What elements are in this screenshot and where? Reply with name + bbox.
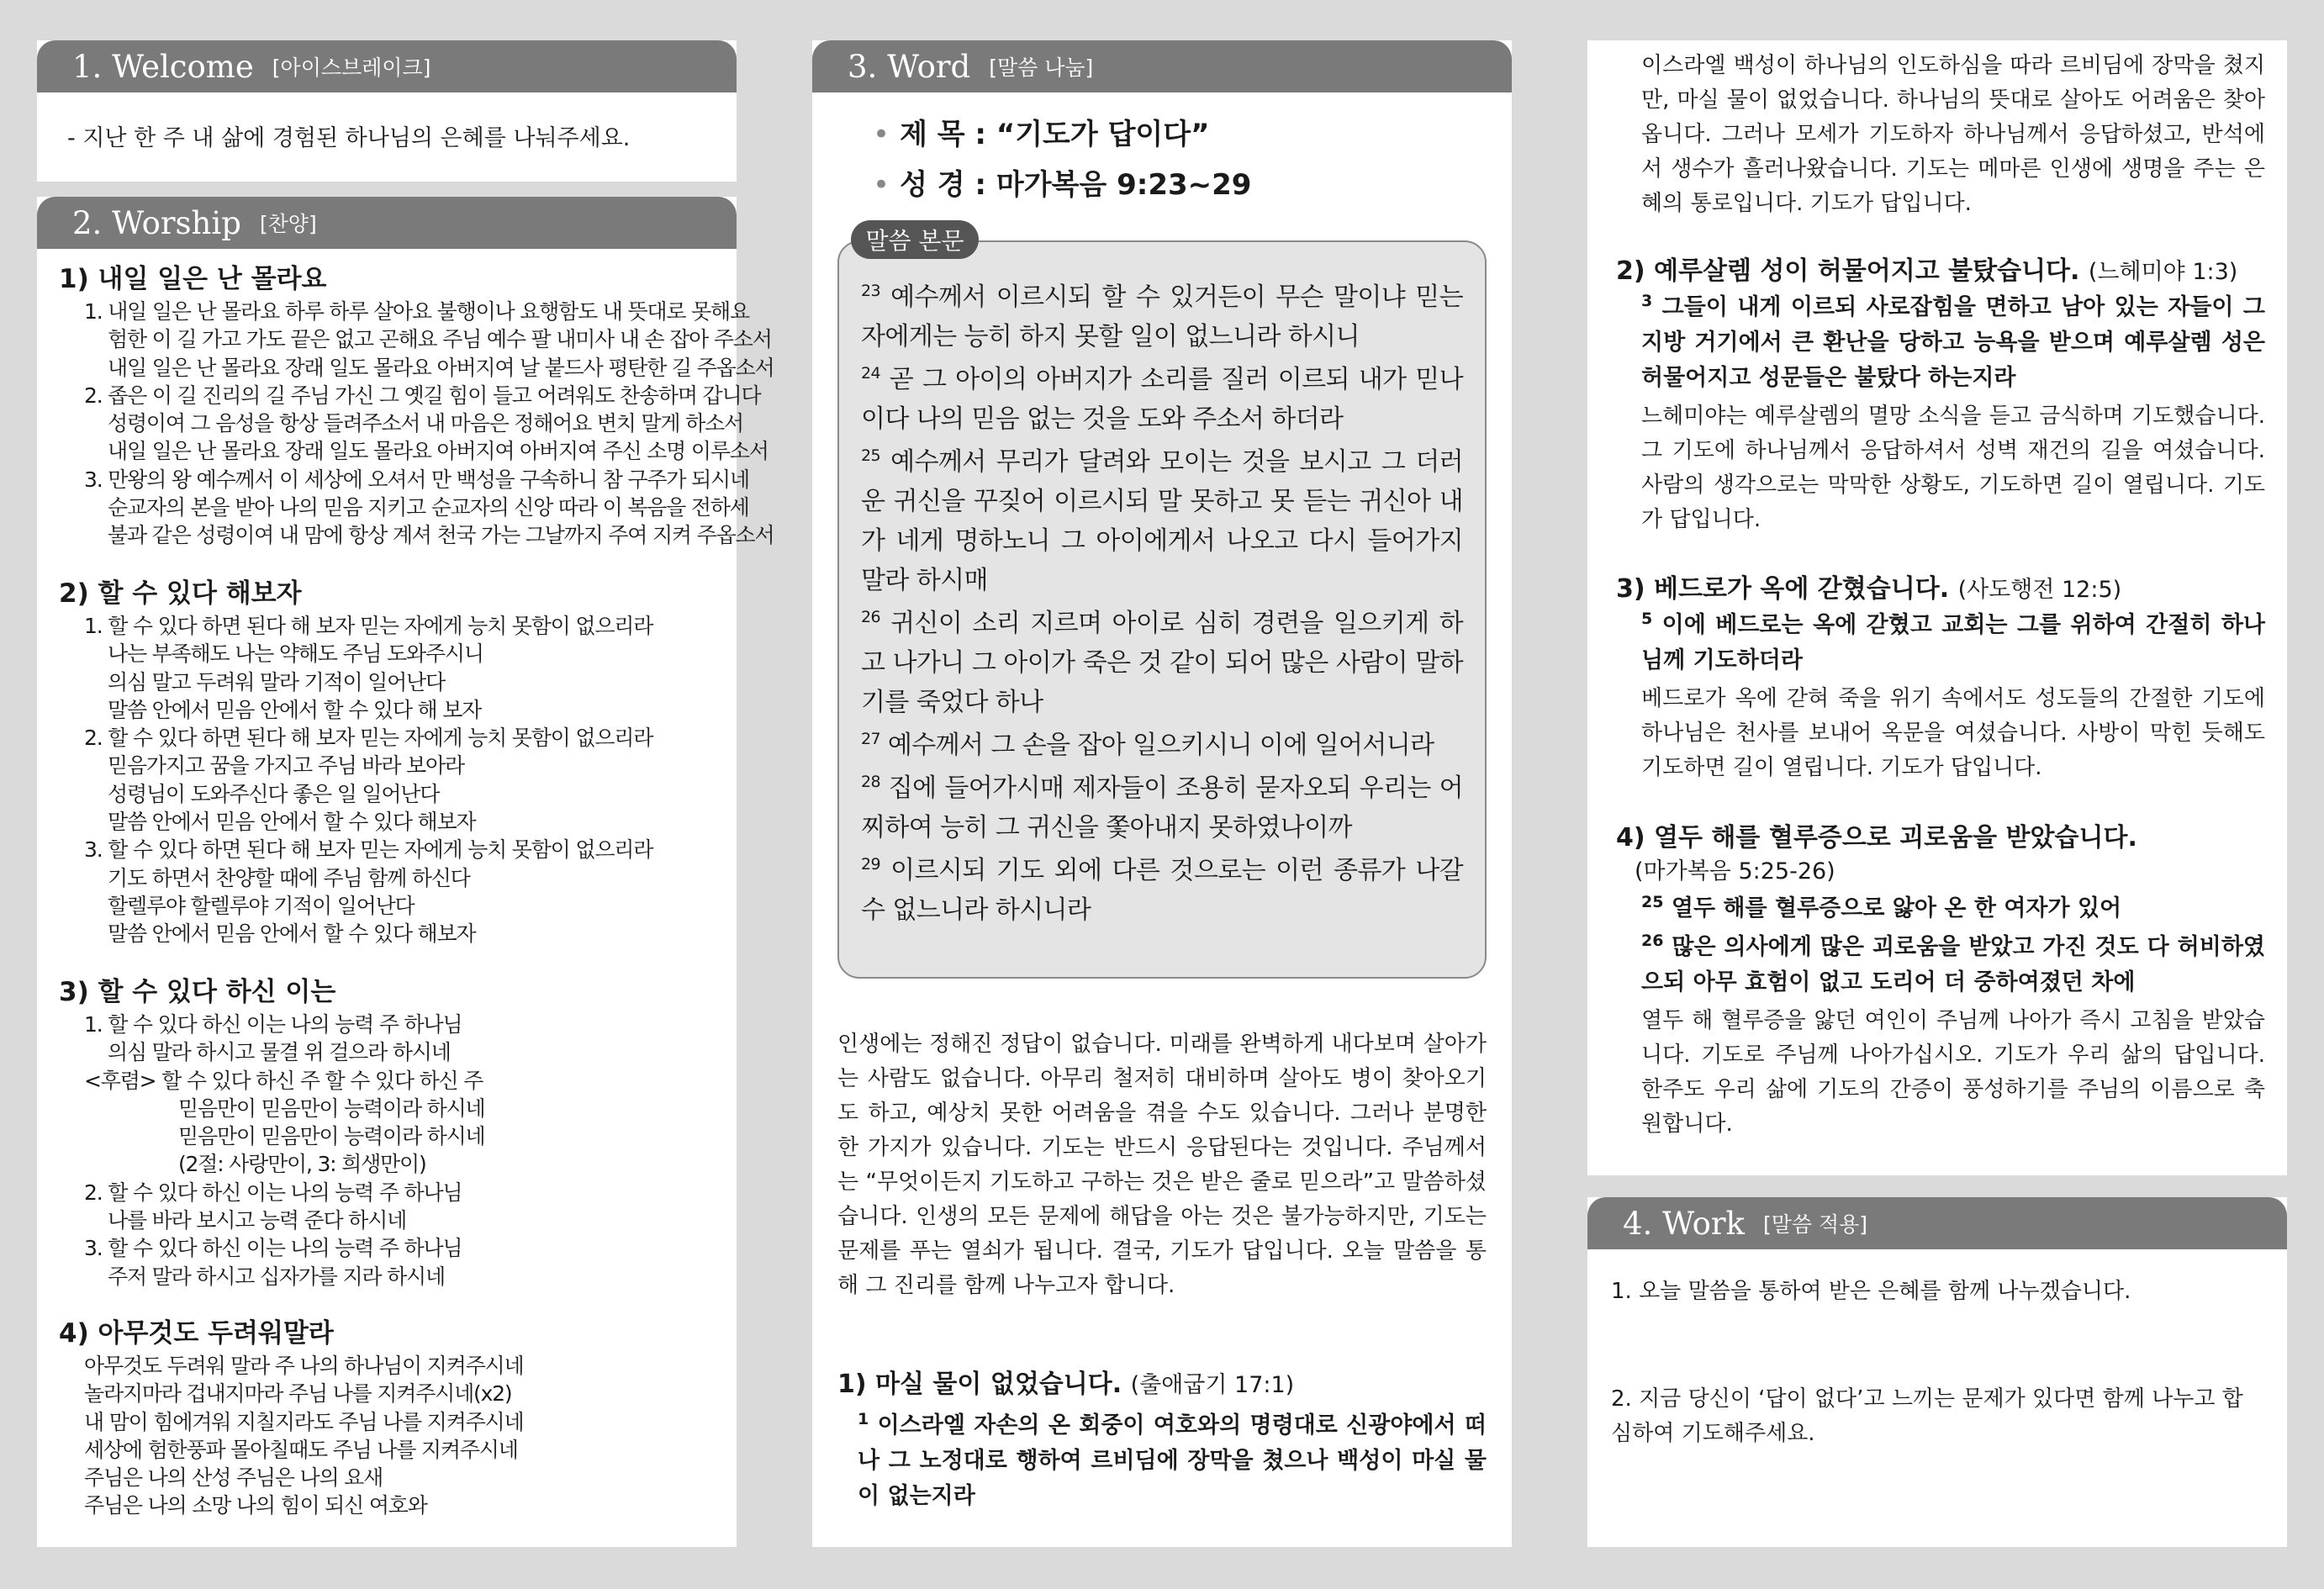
point-body: 베드로가 옥에 갇혀 죽을 위기 속에서도 성도들의 간절한 기도에 하나님은 천사를 보내어 옥문을 여셨습니다. 사방이 막힌 듯해도 기도하면 길이 열립니다. 기도가 답입니다.	[1641, 686, 2265, 780]
lyric-line: 불과 같은 성령이여 내 맘에 항상 계셔 천국 가는 그날까지 주여 지켜 주옵소서	[108, 523, 774, 548]
lyric-line: 2. 할 수 있다 하면 된다 해 보자 믿는 자에게 능치 못함이 없으리라	[84, 726, 653, 751]
welcome-header	[37, 40, 737, 92]
work-item-1: 1. 오늘 말씀을 통하여 받은 은혜를 함께 나누겠습니다.	[1611, 1279, 2131, 1304]
bullet-icon: •	[873, 168, 890, 202]
verse-text: 이스라엘 자손의 온 회중이 여호와의 명령대로 신광야에서 떠나 그 노정대로 행하여 르비딤에 장막을 쳤으나 백성이 마실 물이 없는지라	[858, 1412, 1487, 1509]
point-reference: (출애굽기 17:1)	[1130, 1372, 1295, 1398]
point-reference: (느헤미야 1:3)	[2088, 259, 2238, 285]
verse-number: 24	[861, 364, 880, 383]
verse-number: 1	[858, 1410, 869, 1428]
lyric-line: 2. 좁은 이 길 진리의 길 주님 가신 그 옛길 힘이 들고 어려워도 찬송하며 갑니다	[84, 383, 761, 408]
point-verse	[1616, 290, 2265, 396]
lyric-line: 주저 말라 하시고 십자가를 지라 하시네	[108, 1264, 445, 1289]
lyric-line: 기도 하면서 찬양할 때에 주님 함께 하신다	[108, 865, 470, 890]
lyric-line: 믿음만이 믿음만이 능력이라 하시네	[178, 1124, 485, 1149]
verse-text: 이르시되 기도 외에 다른 것으로는 이런 종류가 나갈 수 없느니라 하시니라	[861, 856, 1463, 925]
verse-number: 5	[1641, 610, 1653, 628]
point-1	[837, 1367, 1487, 1514]
point-heading	[837, 1367, 1487, 1403]
lyric-line: 할렐루야 할렐루야 기적이 일어난다	[108, 893, 415, 918]
lyric-line: <후렴> 할 수 있다 하신 주 할 수 있다 하신 주	[84, 1068, 483, 1093]
point-reference: (마가복음 5:25-26)	[1635, 858, 1835, 884]
worship-subtitle: [찬양]	[259, 212, 317, 236]
word-subtitle: [말씀 나눔]	[989, 55, 1094, 80]
song-title: 1) 내일 일은 난 몰라요	[59, 264, 327, 294]
welcome-text: - 지난 한 주 내 삶에 경험된 하나님의 은혜를 나눠주세요.	[67, 125, 631, 151]
verse-number: 25	[861, 446, 880, 465]
point-3	[1616, 572, 2265, 785]
lyric-line: 놀라지마라 겁내지마라 주님 나를 지켜주시네(x2)	[84, 1381, 512, 1407]
verse-24	[861, 360, 1463, 439]
lyric-line: 나는 부족해도 나는 약해도 주님 도와주시니	[108, 641, 483, 667]
lyric-line: 3. 할 수 있다 하신 이는 나의 능력 주 하나님	[84, 1236, 462, 1261]
sermon-info	[873, 109, 1251, 210]
point-2	[1616, 254, 2265, 537]
bullet-icon: •	[873, 118, 890, 151]
song-2	[59, 575, 732, 948]
lyric-line: 말씀 안에서 믿음 안에서 할 수 있다 해보자	[108, 921, 476, 947]
work-item-2: 2. 지금 당신이 ‘답이 없다’고 느끼는 문제가 있다면 함께 나누고 합심하여 기도해주세요.	[1611, 1386, 2243, 1446]
verse-25	[861, 442, 1463, 600]
lyric-line: 내일 일은 난 몰라요 장래 일도 몰라요 아버지여 날 붙드사 평탄한 길 주옵소서	[108, 355, 774, 380]
worship-title: 2. Worship	[72, 204, 241, 241]
point-heading	[1616, 572, 2265, 608]
word-header	[812, 40, 1512, 92]
lyric-line: 순교자의 본을 받아 나의 믿음 지키고 순교자의 신앙 따라 이 복음을 전하세	[108, 495, 749, 520]
lyric-line: 3. 만왕의 왕 예수께서 이 세상에 오셔서 만 백성을 구속하니 참 구주가 되시네	[84, 467, 749, 492]
lyric-line: 의심 말라 하시고 물결 위 걸으라 하시네	[108, 1040, 451, 1065]
verse-number: 26	[1641, 932, 1664, 950]
verse-number: 23	[861, 282, 880, 300]
work-title: 4. Work	[1623, 1205, 1745, 1242]
point-heading-text: 1) 마실 물이 없었습니다.	[837, 1370, 1122, 1399]
point-4	[1616, 821, 2265, 1142]
work-header	[1587, 1197, 2287, 1249]
verse-text: 예수께서 무리가 달려와 모이는 것을 보시고 그 더러운 귀신을 꾸짖어 이르시되 말 못하고 못 듣는 귀신아 내가 네게 명하노니 그 아이에게서 나오고 다시 들어가지 말라 하시매	[861, 447, 1463, 595]
lyric-line: 1. 할 수 있다 하면 된다 해 보자 믿는 자에게 능치 못함이 없으리라	[84, 614, 653, 638]
verse-number: 28	[861, 773, 880, 791]
verse-number: 27	[861, 730, 880, 748]
point-heading: 4) 열두 해를 혈루증으로 괴로움을 받았습니다.	[1616, 823, 2137, 853]
verse-text: 많은 의사에게 많은 괴로움을 받았고 가진 것도 다 허비하였으되 아무 효험이 없고 도리어 더 중하여졌던 차에	[1641, 934, 2265, 995]
verse-26	[861, 604, 1463, 722]
word-title: 3. Word	[848, 48, 971, 85]
lyric-line: 성령이여 그 음성을 항상 들려주소서 내 마음은 정해어요 변치 말게 하소서	[108, 411, 743, 436]
lyric-line: 믿음가지고 꿈을 가지고 주님 바라 보아라	[108, 753, 464, 779]
verse-number: 3	[1641, 292, 1653, 310]
lyric-line: 주님은 나의 소망 나의 힘이 되신 여호와	[84, 1493, 427, 1518]
verse-text: 그들이 내게 이르되 사로잡힘을 면하고 남아 있는 자들이 그 지방 거기에서 큰 환난을 당하고 능욕을 받으며 예루살렘 성은 허물어지고 성문들은 불탔다 하는지라	[1641, 294, 2265, 391]
verse-number: 29	[861, 855, 880, 874]
lyric-line: 아무것도 두려워 말라 주 나의 하나님이 지켜주시네	[84, 1354, 524, 1378]
song-3	[59, 974, 732, 1291]
lyric-line: 의심 말고 두려워 말라 기적이 일어난다	[108, 669, 445, 694]
verse-text: 귀신이 소리 지르며 아이로 심히 경련을 일으키게 하고 나가니 그 아이가 죽은 것 같이 되어 많은 사람이 말하기를 죽었다 하나	[861, 609, 1463, 717]
verse-27	[861, 726, 1463, 765]
scripture-line	[873, 160, 1251, 210]
point-heading-text: 2) 예루살렘 성이 허물어지고 불탔습니다.	[1616, 256, 2080, 286]
song-title: 4) 아무것도 두려워말라	[59, 1318, 334, 1349]
song-title: 3) 할 수 있다 하신 이는	[59, 977, 336, 1007]
point-body: 열두 해 혈루증을 앓던 여인이 주님께 나아가 즉시 고침을 받았습니다. 기도로 주님께 나아가십시오. 기도가 우리 삶의 답입니다. 한주도 우리 삶에 기도의 간증이 풍성하기를 주님의 이름으로 축원합니다.	[1641, 1008, 2265, 1137]
lyric-line: 믿음만이 믿음만이 능력이라 하시네	[178, 1095, 485, 1121]
point-body: 느헤미야는 예루살렘의 멸망 소식을 듣고 금식하며 기도했습니다. 그 기도에 하나님께서 응답하셔서 성벽 재건의 길을 여셨습니다. 사람의 생각으로는 막막한 상황도, 기도하면 길이 열립니다. 기도가 답입니다.	[1641, 404, 2265, 532]
lyric-line: 말씀 안에서 믿음 안에서 할 수 있다 해 보자	[108, 697, 482, 722]
lyric-line: 2. 할 수 있다 하신 이는 나의 능력 주 하나님	[84, 1180, 462, 1205]
sermon-title: 제 목 : “기도가 답이다”	[900, 118, 1210, 151]
scripture-box	[837, 240, 1487, 979]
lyric-line: (2절: 사랑만이, 3: 희생만이)	[178, 1152, 426, 1177]
verse-28	[861, 768, 1463, 847]
song-title: 2) 할 수 있다 해보자	[59, 578, 302, 609]
welcome-section	[37, 40, 737, 182]
lyric-line: 내 맘이 힘에겨워 지칠지라도 주님 나를 지켜주시네	[84, 1409, 524, 1434]
point-verse	[1616, 930, 2265, 1000]
verse-text: 예수께서 그 손을 잡아 일으키시니 이에 일어서니라	[887, 731, 1434, 760]
point-verse	[837, 1408, 1487, 1514]
lyric-line: 말씀 안에서 믿음 안에서 할 수 있다 해보자	[108, 810, 476, 835]
lyric-line: 험한 이 길 가고 가도 끝은 없고 곤해요 주님 예수 팔 내미사 내 손 잡아 주소서	[108, 327, 772, 352]
sermon-intro: 인생에는 정해진 정답이 없습니다. 미래를 완벽하게 내다보며 살아가는 사람도 없습니다. 아무리 철저히 대비하며 살아도 병이 찾아오기도 하고, 예상치 못한 어려움을 겪을 수도 있습니다. 그러나 분명한 한 가지가 있습니다. 기도는 반드시 응답된다는 것입니다. 주님께서는 “무엇이든지 기도하고 구하는 것은 받은 줄로 믿으라”고 말씀하셨습니다. 인생의 모든 문제에 해답을 아는 것은 불가능하지만, 기도는 문제를 푸는 열쇠가 됩니다. 결국, 기도가 답입니다. 오늘 말씀을 통해 그 진리를 함께 나누고자 합니다.	[837, 1032, 1487, 1298]
lyric-line: 세상에 험한풍파 몰아칠때도 주님 나를 지켜주시네	[84, 1437, 518, 1462]
verse-number: 26	[861, 608, 880, 626]
work-subtitle: [말씀 적용]	[1762, 1212, 1868, 1237]
point-1-body: 이스라엘 백성이 하나님의 인도하심을 따라 르비딤에 장막을 쳤지만, 마실 물이 없었습니다. 하나님의 뜻대로 살아도 어려움은 찾아옵니다. 그러나 모세가 기도하자 하나님께서 응답하셨고, 반석에서 생수가 흘러나왔습니다. 기도는 메마른 인생에 생명을 주는 은혜의 통로입니다. 기도가 답입니다.	[1641, 53, 2265, 216]
point-verse	[1616, 891, 2265, 926]
verse-text: 곧 그 아이의 아버지가 소리를 질러 이르되 내가 믿나이다 나의 믿음 없는 것을 도와 주소서 하더라	[861, 365, 1464, 434]
lyric-line: 성령님이 도와주신다 좋은 일 일어난다	[108, 781, 440, 806]
word-continued	[1587, 40, 2287, 1175]
worship-section	[37, 197, 774, 1547]
worship-header	[37, 197, 737, 249]
verse-number: 25	[1641, 893, 1664, 911]
lyric-line: 1. 내일 일은 난 몰라요 하루 하루 살아요 불행이나 요행함도 내 뜻대로 못해요	[84, 299, 749, 324]
welcome-title: 1. Welcome	[72, 48, 254, 85]
verse-29	[861, 851, 1463, 930]
lyric-line: 3. 할 수 있다 하면 된다 해 보자 믿는 자에게 능치 못함이 없으리라	[84, 837, 653, 863]
point-heading	[1616, 254, 2265, 290]
verse-text: 집에 들어가시매 제자들이 조용히 묻자오되 우리는 어찌하여 능히 그 귀신을 쫓아내지 못하였나이까	[861, 773, 1463, 842]
song-4	[59, 1315, 732, 1520]
lyric-line: 1. 할 수 있다 하신 이는 나의 능력 주 하나님	[84, 1012, 462, 1037]
scripture-box-label: 말씀 본문	[851, 220, 979, 259]
lyric-line: 나를 바라 보시고 능력 준다 하시네	[108, 1208, 407, 1233]
scripture-reference: 성 경 : 마가복음 9:23~29	[900, 168, 1252, 202]
lyric-line: 내일 일은 난 몰라요 장래 일도 몰라요 아버지여 아버지여 주신 소명 이루소서	[108, 439, 769, 464]
song-1	[59, 261, 774, 550]
welcome-subtitle: [아이스브레이크]	[272, 55, 431, 80]
point-reference: (사도행전 12:5)	[1957, 577, 2122, 603]
point-heading-text: 3) 베드로가 옥에 갇혔습니다.	[1616, 574, 1950, 604]
work-section	[1587, 1197, 2287, 1547]
verse-23	[861, 277, 1463, 356]
lyric-line: 주님은 나의 산성 주님은 나의 요새	[84, 1465, 383, 1491]
verse-text: 열두 해를 혈루증으로 앓아 온 한 여자가 있어	[1671, 895, 2122, 921]
point-verse	[1616, 608, 2265, 678]
verse-text: 예수께서 이르시되 할 수 있거든이 무슨 말이냐 믿는 자에게는 능히 하지 못할 일이 없느니라 하시니	[861, 282, 1463, 351]
sermon-title-line	[873, 109, 1251, 160]
verse-text: 이에 베드로는 옥에 갇혔고 교회는 그를 위하여 간절히 하나님께 기도하더라	[1641, 612, 2265, 673]
